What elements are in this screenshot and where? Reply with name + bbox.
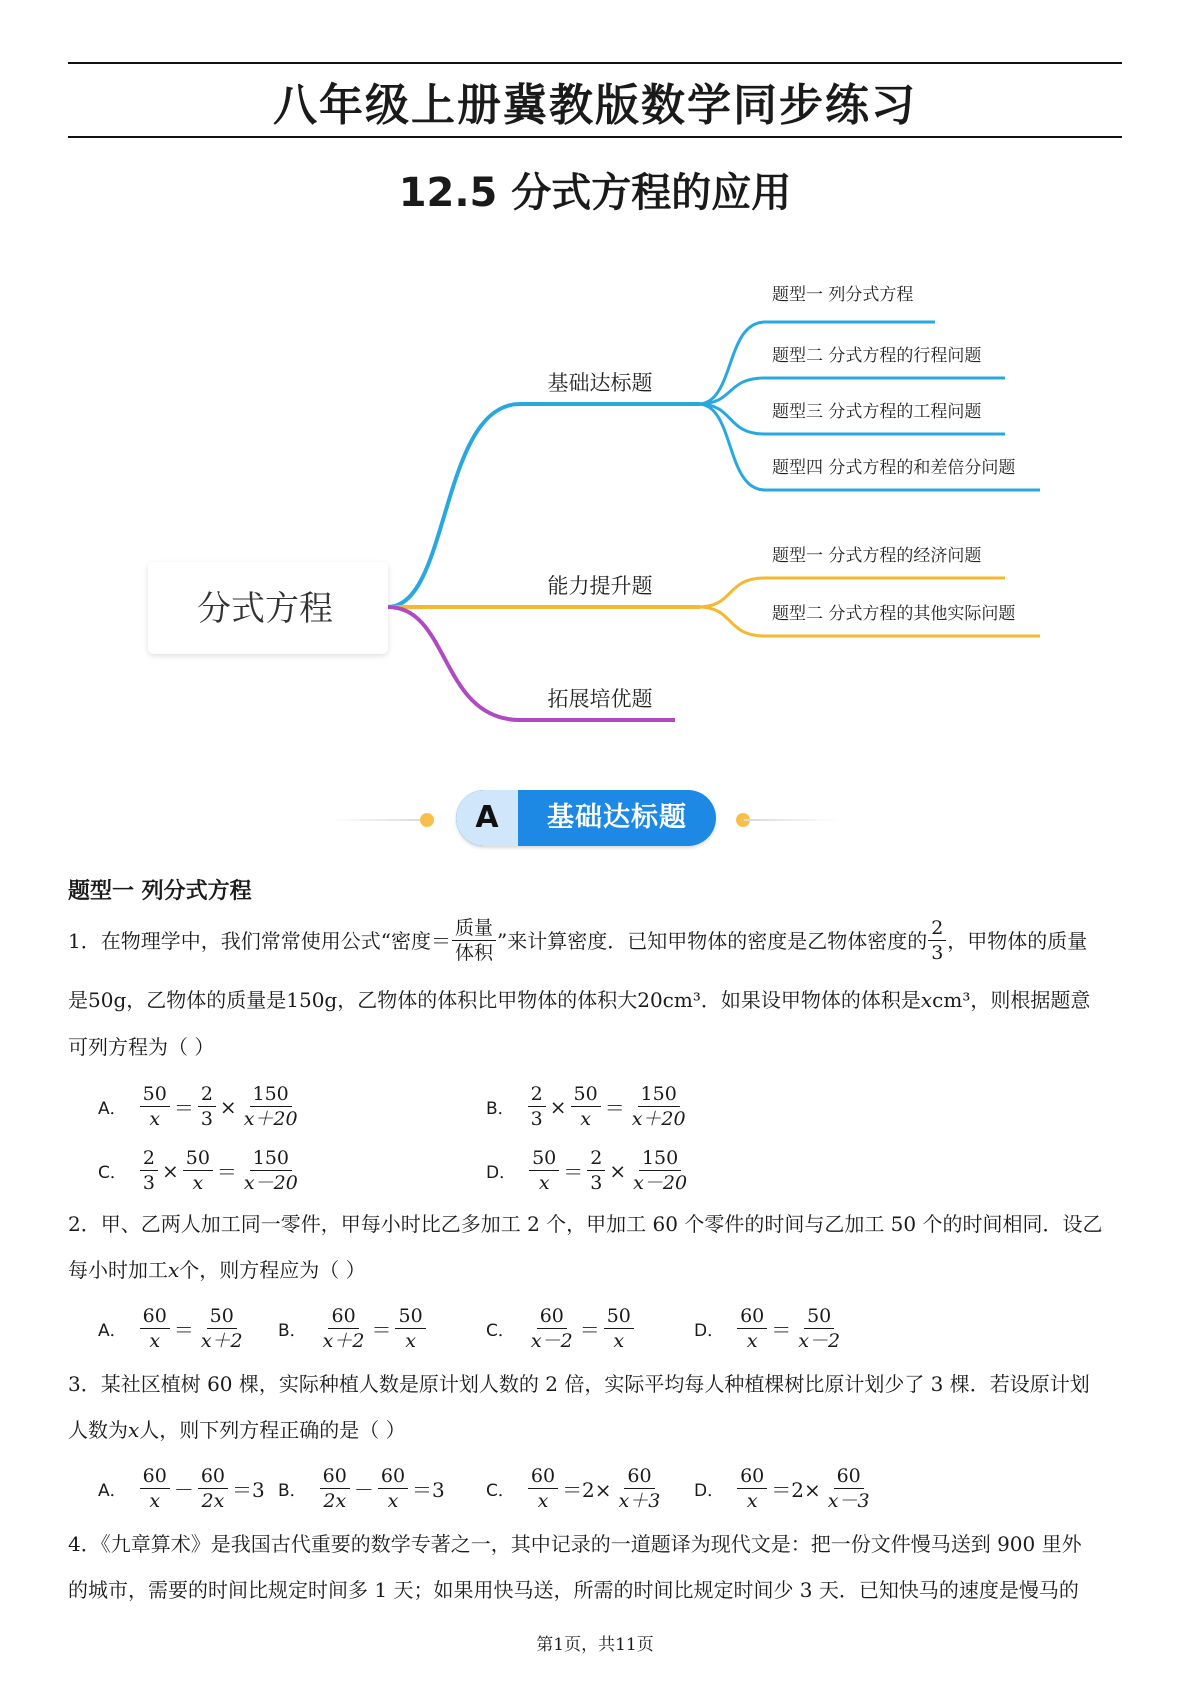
operator: ＝ [173,1096,194,1120]
fraction: $\frac{60}{x}$ [737,1464,767,1513]
banner-line-left [330,819,426,821]
operator: × [219,1094,237,1119]
fraction: $\frac{50}{x}$ [395,1304,425,1353]
q3-option-a[interactable] [98,1464,268,1513]
q1-line1 [68,916,1122,965]
operator: ＝2× [562,1478,612,1502]
q3-line1: 3．某社区植树 60 棵，实际种植人数是原计划人数的 2 倍，实际平均每人种植棵树比原计划少了 3 棵．若设原计划 [68,1372,1090,1396]
fraction: $\frac{50}{x}$ [183,1146,213,1195]
q3-line2: 人数为x人，则下列方程正确的是（ ） [68,1418,406,1442]
fraction: $\frac{150}{x-20}$ [633,1147,688,1194]
fraction: $\frac{60}{x}$ [378,1464,408,1513]
option-label: A． [98,1481,127,1501]
option-label: B． [486,1099,515,1119]
document-title: 八年级上册冀教版数学同步练习 [273,80,917,131]
q2-option-c[interactable] [486,1304,635,1353]
option-label: A． [98,1099,127,1119]
banner-text: 基础达标题 [547,802,687,833]
q2-line1: 2．甲、乙两人加工同一零件，甲每小时比乙多加工 2 个，甲加工 60 个零件的时间与乙加工 50 个的时间相同．设乙 [68,1212,1103,1236]
ratio-fraction: $\frac{2}{3}$ [928,916,946,965]
density-fraction: $\frac{\text{质量}}{\text{体积}}$ [452,916,496,965]
fraction: $\frac{50}{x}$ [140,1082,170,1131]
top-rule [68,62,1122,64]
variable-x: x [128,1418,140,1442]
banner-dot-left [420,813,434,827]
mind-map [0,250,1190,750]
fraction: $\frac{50}{x+2}$ [200,1305,243,1352]
operator: ＝ [173,1318,194,1342]
option-label: B． [278,1321,307,1341]
option-label: C． [486,1481,515,1501]
fraction: $\frac{150}{x+20}$ [631,1083,686,1130]
operator: ＝ [579,1318,600,1342]
fraction: $\frac{60}{2x}$ [198,1464,228,1513]
section-title: 12.5 分式方程的应用 [398,170,792,216]
section-banner [0,786,1190,846]
branch-line-basic [388,404,700,607]
operator: ＝ [771,1318,792,1342]
leaf-label: 题型一 列分式方程 [772,285,914,305]
q3-option-b[interactable] [278,1464,448,1513]
operator: × [549,1094,567,1119]
fraction: $\frac{50}{x}$ [571,1082,601,1131]
mindmap-root-label: 分式方程 [197,589,333,629]
fraction: $\frac{150}{x-20}$ [243,1147,298,1194]
branch-label-extend: 拓展培优题 [547,687,653,711]
leaf-label: 题型四 分式方程的和差倍分问题 [772,458,1016,478]
question-type-heading: 题型一 列分式方程 [68,879,252,904]
operator: ＝ [371,1318,392,1342]
banner-letter: A [456,790,518,846]
operator: ＝3 [412,1478,445,1502]
branch-label-ability: 能力提升题 [547,574,653,598]
q1-line2: 是50g，乙物体的质量是150g，乙物体的体积比甲物体的体积大20cm³．如果设甲物体的体积是xcm³，则根据题意 [68,988,1091,1012]
operator: ＝ [563,1160,584,1184]
fraction: $\frac{50}{x}$ [604,1304,634,1353]
variable-x: x [920,988,933,1012]
q2-option-d[interactable] [694,1304,844,1353]
leaf-line [698,378,1005,404]
operator: ＝ [604,1096,625,1120]
q2-option-b[interactable] [278,1304,427,1353]
operator: × [609,1158,627,1183]
option-label: D． [694,1321,725,1341]
q4-line1: 4．《九章算术》是我国古代重要的数学专著之一，其中记录的一道题译为现代文是：把一份文件慢马送到 900 里外 [68,1532,1082,1556]
banner-pill [456,790,716,846]
branch-label-basic: 基础达标题 [547,371,653,395]
banner-line-right [744,819,840,821]
operator: ＝ [216,1160,237,1184]
leaf-line [698,578,1005,607]
leaf-label: 题型二 分式方程的其他实际问题 [772,604,1016,624]
fraction: $\frac{60}{x+3}$ [618,1465,661,1512]
option-label: D． [694,1481,725,1501]
option-label: C． [98,1163,127,1183]
fraction: $\frac{2}{3}$ [587,1146,605,1195]
operator: － [353,1478,374,1502]
fraction: $\frac{60}{2x}$ [320,1464,350,1513]
option-label: C． [486,1321,515,1341]
operator: ＝3 [232,1478,265,1502]
variable-x: x [168,1258,180,1282]
leaf-label: 题型二 分式方程的行程问题 [772,346,982,366]
leaf-label: 题型三 分式方程的工程问题 [772,402,982,422]
fraction: $\frac{150}{x+20}$ [243,1083,298,1130]
option-label: A． [98,1321,127,1341]
q2-line2: 每小时加工x个，则方程应为（ ） [68,1258,366,1282]
fraction: $\frac{2}{3}$ [140,1146,158,1195]
q1-text-a: 1．在物理学中，我们常常使用公式“密度＝ [68,928,451,953]
q2-option-a[interactable] [98,1304,247,1353]
option-label: D． [486,1163,517,1183]
title-rule [68,136,1122,138]
page-footer: 第1页，共11页 [536,1635,654,1655]
q1-option-a[interactable] [98,1082,302,1131]
fraction: $\frac{50}{x}$ [529,1146,559,1195]
operator: ＝2× [771,1478,821,1502]
fraction: $\frac{60}{x+2}$ [322,1305,365,1352]
q1-line3: 可列方程为（ ） [68,1035,215,1059]
fraction: $\frac{60}{x}$ [140,1464,170,1513]
q3-option-d[interactable] [694,1464,874,1513]
q1-text-b: ”来计算密度．已知甲物体的密度是乙物体密度的 [496,928,928,953]
option-label: B． [278,1481,307,1501]
fraction: $\frac{60}{x}$ [528,1464,558,1513]
leaf-label: 题型一 分式方程的经济问题 [772,546,982,566]
fraction: $\frac{2}{3}$ [528,1082,546,1131]
fraction: $\frac{60}{x}$ [140,1304,170,1353]
fraction: $\frac{50}{x-2}$ [798,1305,841,1352]
fraction: $\frac{60}{x}$ [737,1304,767,1353]
operator: × [161,1158,179,1183]
q1-option-b[interactable] [486,1082,690,1131]
q3-option-c[interactable] [486,1464,664,1513]
fraction: $\frac{60}{x-2}$ [530,1305,573,1352]
fraction: $\frac{60}{x-3}$ [827,1465,870,1512]
q1-text-c: ，甲物体的质量 [947,928,1088,953]
q1-option-d[interactable] [486,1146,691,1195]
operator: － [173,1478,194,1502]
fraction: $\frac{2}{3}$ [198,1082,216,1131]
q1-option-c[interactable] [98,1146,302,1195]
q4-line2: 的城市，需要的时间比规定时间多 1 天；如果用快马送，所需的时间比规定时间少 3 天．已知快马的速度是慢马的 [68,1578,1079,1602]
